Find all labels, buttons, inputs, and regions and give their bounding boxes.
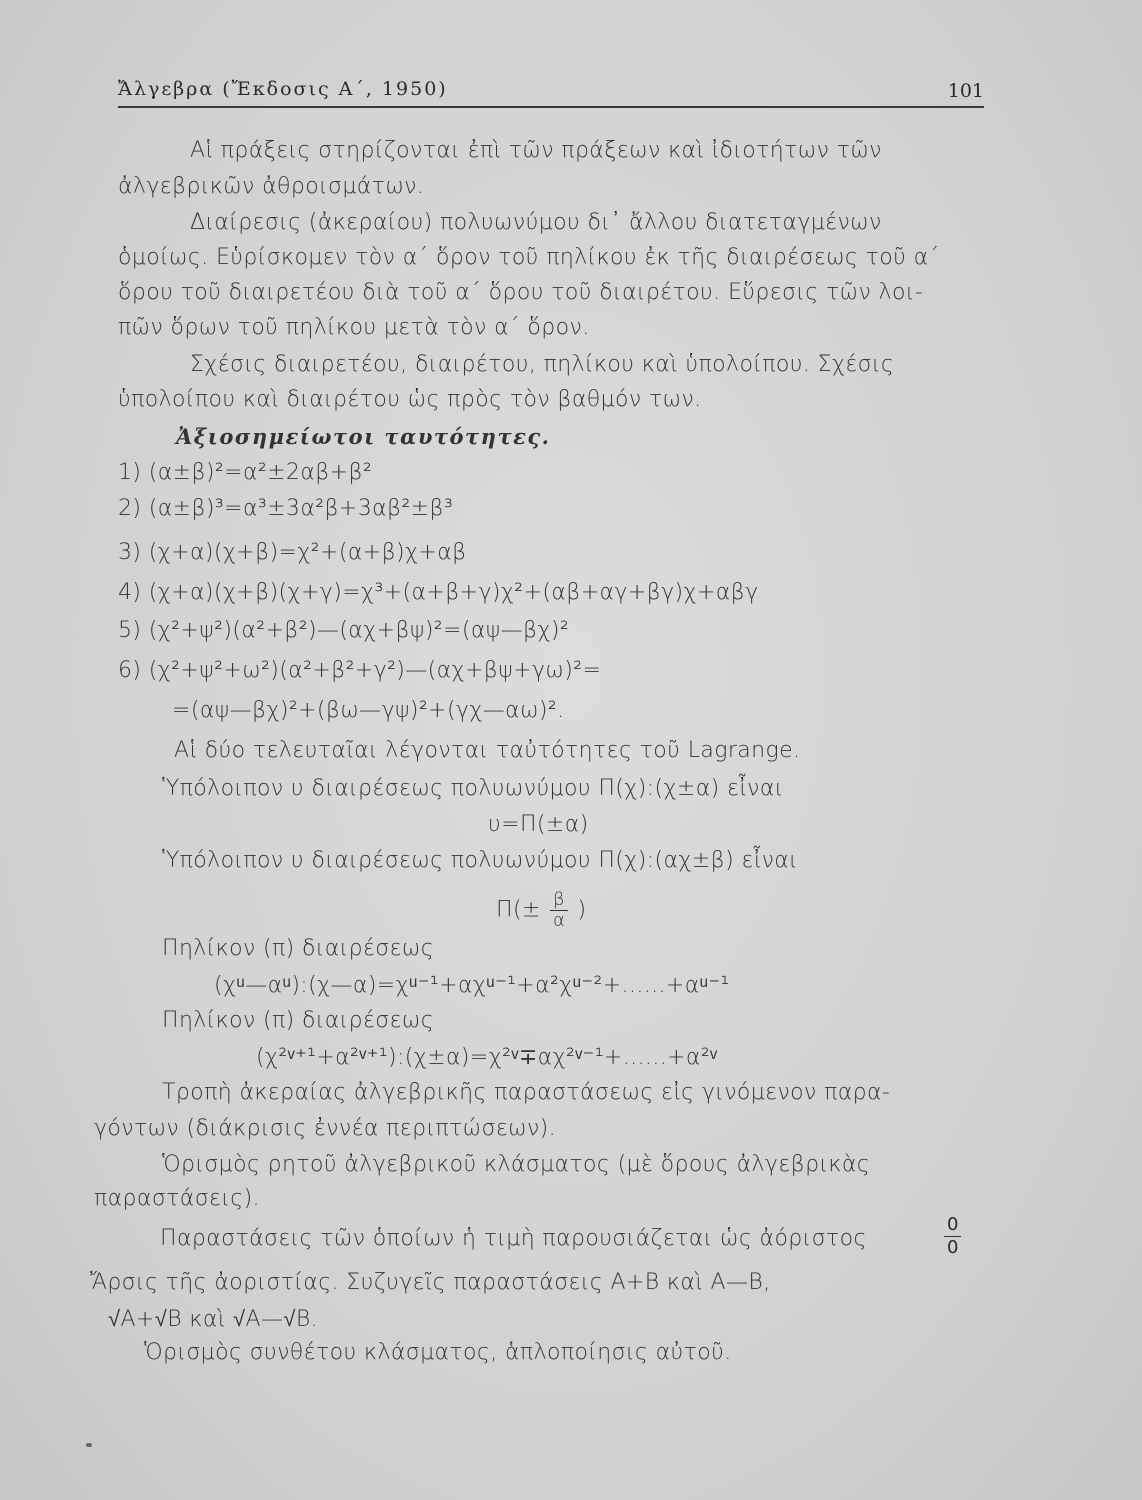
remainder-text-1: Ὑπόλοιπον υ διαιρέσεως πολυωνύμου Π(χ):(χ±α) εἶναι [162,776,784,801]
text-line: γόντων (διάκρισις ἐννέα περιπτώσεων). [94,1116,557,1141]
running-header [118,76,984,108]
formula-prefix: Π(± [496,897,541,923]
quotient-formula-1: (χᵘ—αᵘ):(χ—α)=χᵘ⁻¹+αχᵘ⁻¹+α²χᵘ⁻²+......+αᵘ⁻¹ [214,973,730,998]
text-line: Τροπὴ ἀκεραίας ἀλγεβρικῆς παραστάσεως εἰς γινόμενον παρα- [162,1080,891,1105]
text-line: Διαίρεσις (ἀκεραίου) πολυωνύμου δι᾿ ἄλλου διατεταγμένων [190,210,882,235]
text-line: πῶν ὅρων τοῦ πηλίκου μετὰ τὸν α΄ ὅρον. [118,315,590,340]
text-line: Ἄρσις τῆς ἀοριστίας. Συζυγεῖς παραστάσεις Α+Β καὶ Α—Β, [90,1270,771,1295]
identity-1: 1) (α±β)²=α²±2αβ+β² [118,460,373,485]
quotient-formula-2: (χ²ᵛ⁺¹+α²ᵛ⁺¹):(χ±α)=χ²ᵛ∓αχ²ᵛ⁻¹+......+α²ᵛ [256,1045,718,1070]
fraction-numerator: 0 [944,1214,961,1237]
text-line: √Α+√Β καὶ √Α—√Β. [108,1307,319,1332]
remainder-formula-2 [496,890,586,931]
identity-6-continued: =(αψ—βχ)²+(βω—γψ)²+(γχ—αω)². [172,698,565,723]
formula-suffix: ) [577,897,587,923]
text-line: παραστάσεις). [94,1186,260,1211]
text-line: Σχέσις διαιρετέου, διαιρέτου, πηλίκου καὶ ὑπολοίπου. Σχέσις [190,352,895,377]
text-line: Αἱ πράξεις στηρίζονται ἐπὶ τῶν πράξεων καὶ ἰδιοτήτων τῶν [190,138,882,163]
text-line: Ὁρισμὸς συνθέτου κλάσματος, ἁπλοποίησις αὐτοῦ. [144,1340,732,1365]
remainder-text-2: Ὑπόλοιπον υ διαιρέσεως πολυωνύμου Π(χ):(αχ±β) εἶναι [162,848,799,873]
fraction-b-over-a [550,890,568,931]
text-line: ὑπολοίπου καὶ διαιρέτου ὡς πρὸς τὸν βαθμόν των. [118,387,702,412]
text-line: ὅρου τοῦ διαιρετέου διὰ τοῦ α΄ ὅρου τοῦ διαιρέτου. Εὕρεσις τῶν λοι- [118,280,924,305]
remainder-formula-1: υ=Π(±α) [488,812,589,837]
identities-heading: Ἀξιοσημείωτοι ταυτότητες. [176,424,551,449]
text-line: ἀλγεβρικῶν ἀθροισμάτων. [118,174,425,199]
quotient-label-2: Πηλίκον (π) διαιρέσεως [162,1008,435,1033]
fraction-denominator: 0 [947,1237,959,1258]
ink-speck [86,1443,92,1447]
quotient-label-1: Πηλίκον (π) διαιρέσεως [162,936,435,961]
lagrange-note: Αἱ δύο τελευταῖαι λέγονται ταὐτότητες τοῦ Lagrange. [174,738,801,763]
fraction-zero-over-zero [944,1214,961,1259]
page-number: 101 [947,80,984,102]
indeterminate-text: Παραστάσεις τῶν ὁποίων ἡ τιμὴ παρουσιάζεται ὡς ἀόριστος [160,1226,867,1251]
book-title: Ἄλγεβρα (Ἔκδοσις Α΄, 1950) [118,78,448,100]
identity-2: 2) (α±β)³=α³±3α²β+3αβ²±β³ [118,496,454,521]
fraction-numerator: β [550,890,568,911]
identity-6: 6) (χ²+ψ²+ω²)(α²+β²+γ²)—(αχ+βψ+γω)²= [118,658,602,683]
text-line: Ὁρισμὸς ρητοῦ ἀλγεβρικοῦ κλάσματος (μὲ ὅρους ἀλγεβρικὰς [162,1152,871,1177]
identity-5: 5) (χ²+ψ²)(α²+β²)—(αχ+βψ)²=(αψ—βχ)² [118,618,570,643]
fraction-denominator: α [552,910,566,931]
identity-3: 3) (χ+α)(χ+β)=χ²+(α+β)χ+αβ [118,540,467,565]
text-line: ὁμοίως. Εὑρίσκομεν τὸν α΄ ὅρον τοῦ πηλίκου ἐκ τῆς διαιρέσεως τοῦ α΄ [118,245,940,270]
identity-4: 4) (χ+α)(χ+β)(χ+γ)=χ³+(α+β+γ)χ²+(αβ+αγ+βγ)χ+αβγ [118,580,759,605]
